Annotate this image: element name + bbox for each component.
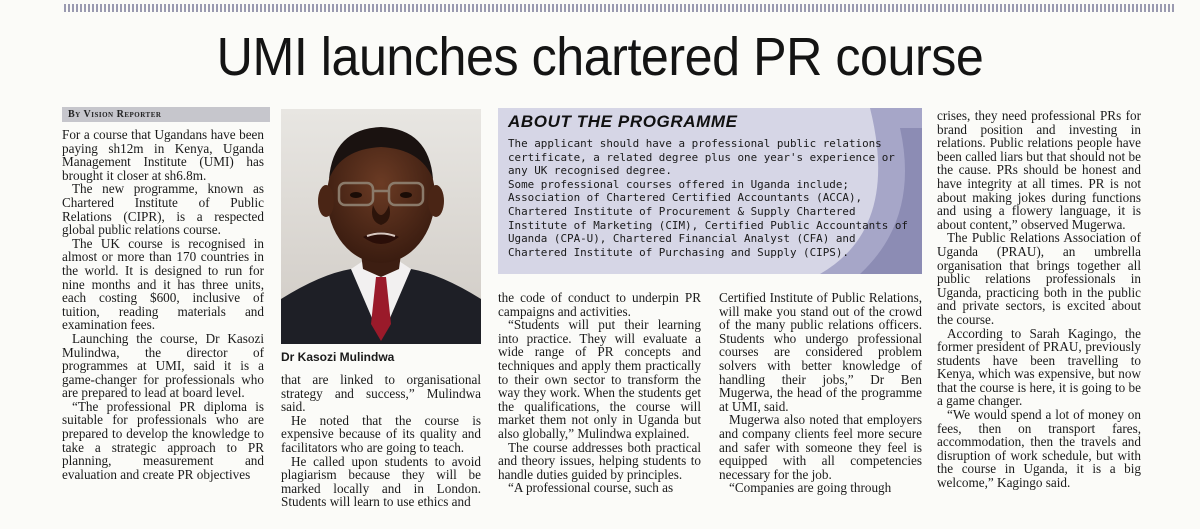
paragraph: “A professional course, such as bbox=[508, 480, 674, 496]
article-column-1 bbox=[62, 128, 264, 481]
paragraph: Launching the course, Dr Kasozi Mulindwa, the director of programmes at UMI, said it is a game-changer for professionals who are prepared to lead at board level. bbox=[62, 330, 264, 401]
paragraph: The course addresses both practical and theory issues, helping students to handle duties guided by principles. bbox=[498, 439, 701, 482]
top-dotted-rule bbox=[64, 4, 1176, 12]
paragraph: the code of conduct to underpin PR campaigns and activities. bbox=[498, 290, 701, 319]
paragraph: Mugerwa also noted that employers and company clients feel more secure and safer with someone they feel is equipped with all competencies necessary for the job. bbox=[719, 412, 922, 482]
about-box-title: ABOUT THE PROGRAMME bbox=[508, 112, 738, 131]
article-column-5 bbox=[937, 109, 1141, 490]
paragraph: crises, they need professional PRs for brand position and investing in relations. Public relations people have been called liars but that should not be the cause. PRs should be honest and have integrity at all times. PR is not about making jokes during functions and using a flowery language, it is about content,” observed Mugerwa. bbox=[937, 108, 1141, 232]
paragraph: “We would spend a lot of money on fees, then on transport fares, accommodation, then the travels and disruption of work schedule, but with the course in Uganda, it is a big welcome,” Kagingo said. bbox=[937, 407, 1141, 491]
paragraph: “Students will put their learning into practice. They will evaluate a wide range of PR concepts and techniques and apply them practically to their own sector to transform the way they work. When the students get the qualifications, the course will market them not only in Uganda but also globally,” Mulindwa explained. bbox=[498, 317, 701, 441]
portrait-illustration bbox=[281, 109, 481, 344]
about-programme-box bbox=[498, 108, 922, 274]
paragraph: He noted that the course is expensive because of its quality and facilitators who are going to teach. bbox=[281, 412, 481, 455]
paragraph: The UK course is recognised in almost or more than 170 countries in the world. It is designed to run for nine months and it has three units, each costing $600, inclusive of tuition, reading materials and examination fees. bbox=[62, 235, 264, 333]
paragraph: “The professional PR diploma is suitable for professionals who are prepared to develop the knowledge to take a strategic approach to PR planning, measurement and evaluation and create PR objectives bbox=[62, 398, 264, 482]
paragraph: The new programme, known as Chartered Institute of Public Relations (CIPR), is a respected global public relations course. bbox=[62, 181, 264, 238]
paragraph: The Public Relations Association of Uganda (PRAU), an umbrella organisation that brings together all public relations professionals in Uganda, practicing both in the public and private sectors, is excited about the course. bbox=[937, 230, 1141, 327]
photo-caption: Dr Kasozi Mulindwa bbox=[281, 350, 395, 364]
portrait-photo bbox=[281, 109, 481, 344]
article-column-2 bbox=[281, 373, 481, 509]
paragraph: He called upon students to avoid plagiarism because they will be marked locally and in London. Students will learn to use ethics and bbox=[281, 453, 481, 510]
byline: By Vision Reporter bbox=[62, 107, 270, 122]
paragraph: According to Sarah Kagingo, the former president of PRAU, previously students have been travelling to Kenya, which was expensive, but now that the course is here, it is going to be a game changer. bbox=[937, 325, 1141, 409]
headline: UMI launches chartered PR course bbox=[216, 27, 984, 87]
paragraph: For a course that Ugandans have been paying sh12m in Kenya, Uganda Management Institute (UMI) has brought it closer at sh6.8m. bbox=[62, 127, 264, 183]
paragraph: Certified Institute of Public Relations, will make you stand out of the crowd of the many public relations officers. Students who undergo professional courses are considered problem solvers with better knowledge of handling their jobs,” Dr Ben Mugerwa, the head of the programme at UMI, said. bbox=[719, 290, 922, 414]
about-box-text bbox=[508, 137, 912, 259]
paragraph: “Companies are going through bbox=[729, 480, 892, 496]
about-paragraph: Some professional courses offered in Uganda include; Association of Chartered Certified Accountants (ACCA), Chartered Institute of Procurement & Supply Chartered Institute of Marketing (CIM), Certified Public Accountants of Uganda (CPA-U), Chartered Financial Analyst (CFA) and Chartered Institute of Purchasing and Supply (CIPS). bbox=[508, 177, 908, 259]
article-column-4 bbox=[719, 291, 922, 495]
article-column-3 bbox=[498, 291, 701, 495]
paragraph: that are linked to organisational strategy and success,” Mulindwa said. bbox=[281, 372, 481, 415]
about-paragraph: The applicant should have a professional public relations certificate, a related degree plus one year's experience or any UK recognised degree. bbox=[508, 137, 895, 178]
